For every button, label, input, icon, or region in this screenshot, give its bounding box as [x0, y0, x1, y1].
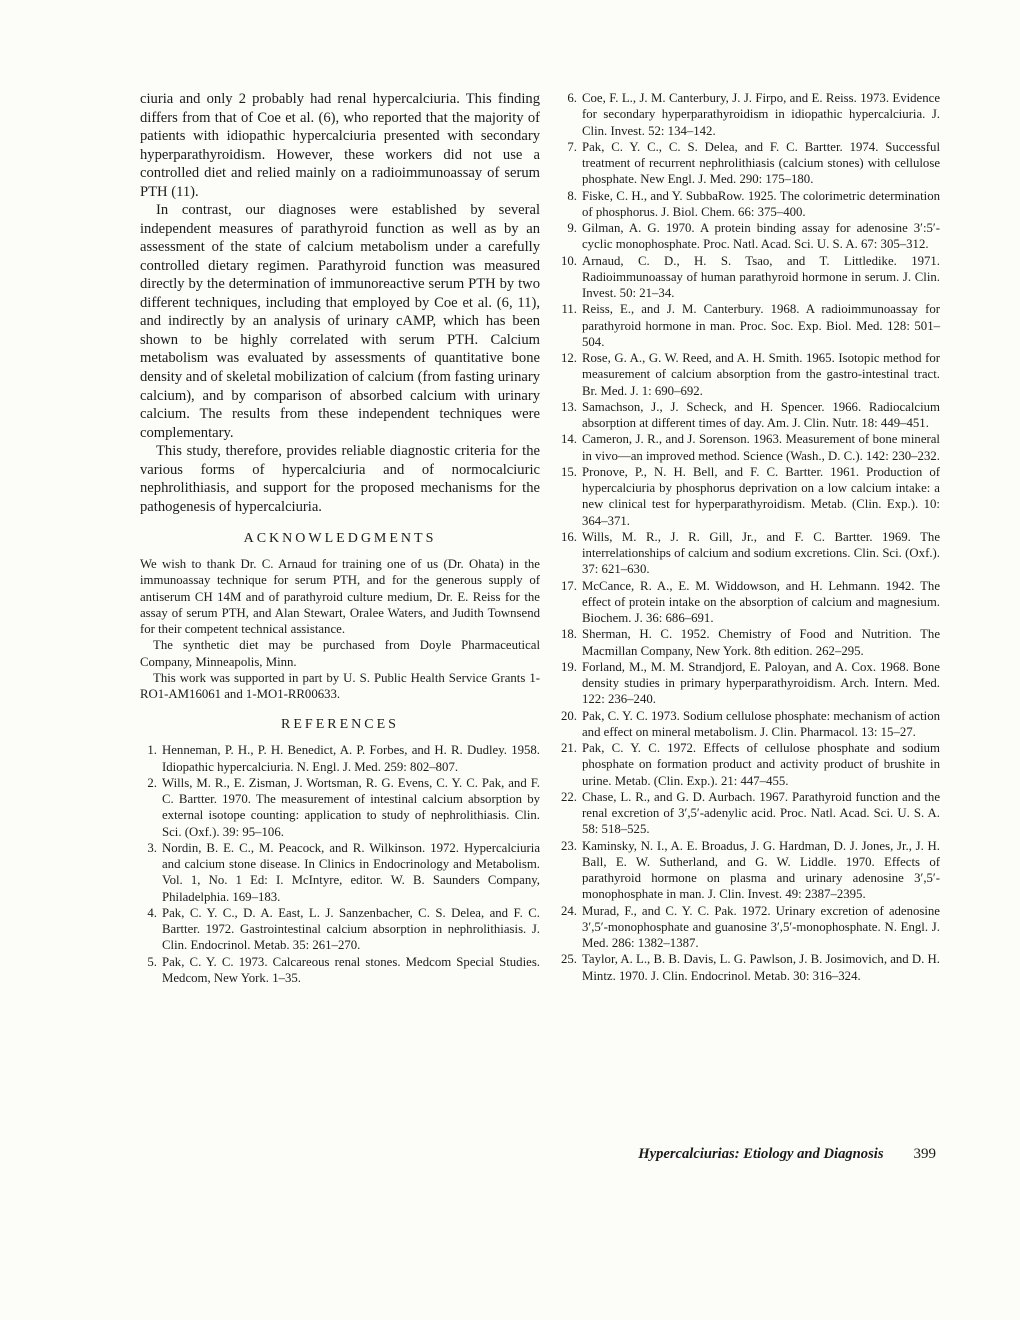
- reference-text: Taylor, A. L., B. B. Davis, L. G. Pawlson, J. B. Josimovich, and D. H. Mintz. 1970. J. Clin. Endocrinol. Metab. 30: 316–324.: [582, 952, 940, 983]
- reference-text: Sherman, H. C. 1952. Chemistry of Food and Nutrition. The Macmillan Company, New York. 8th edition. 262–295.: [582, 627, 940, 658]
- reference-number: 14.: [561, 432, 577, 447]
- reference-number: 19.: [561, 659, 577, 674]
- reference-item: [560, 578, 940, 627]
- right-column: [560, 90, 940, 986]
- reference-list-left: [140, 742, 540, 986]
- reference-item: [140, 775, 540, 840]
- page-footer: [140, 1146, 936, 1163]
- reference-item: [140, 742, 540, 775]
- reference-item: [560, 903, 940, 952]
- reference-item: [560, 659, 940, 708]
- left-column: [140, 90, 540, 986]
- reference-text: Wills, M. R., J. R. Gill, Jr., and F. C. Bartter. 1969. The interrelationships of calcium and sodium excretions. Clin. Sci. (Oxf.). 37: 621–630.: [582, 529, 940, 577]
- reference-number: 11.: [561, 302, 577, 317]
- reference-number: 23.: [561, 838, 577, 853]
- reference-number: 25.: [561, 952, 577, 967]
- reference-number: 7.: [567, 139, 577, 154]
- body-paragraph: In contrast, our diagnoses were established by several independent measures of parathyroid function as well as by an assessment of the state of calcium metabolism under a carefully controlled dietary regimen. Parathyroid function was measured directly by the determination of immunoreactive serum PTH by two different techniques, including that employed by Coe et al. (6, 11), and indirectly by an analysis of urinary cAMP, which has been shown to be highly correlated with serum PTH. Calcium metabolism was evaluated by assessments of quantitative bone density and of skeletal mobilization of calcium (from fasting urinary calcium), and by comparison of absorbed calcium with urinary calcium. The results from these independent techniques were complementary.: [140, 202, 540, 441]
- reference-item: [560, 350, 940, 399]
- reference-number: 4.: [147, 905, 157, 920]
- reference-number: 16.: [561, 529, 577, 544]
- reference-number: 9.: [567, 221, 577, 235]
- reference-text: Samachson, J., J. Scheck, and H. Spencer. 1966. Radiocalcium absorption at different times of day. Am. J. Clin. Nutr. 18: 449–451.: [582, 399, 940, 430]
- reference-number: 5.: [147, 954, 157, 969]
- reference-text: Chase, L. R., and G. D. Aurbach. 1967. Parathyroid function and the renal excretion of 3′,5′-adenylic acid. Proc. Natl. Acad. Sci. U. S. A. 58: 518–525.: [582, 789, 940, 837]
- reference-text: Fiske, C. H., and Y. SubbaRow. 1925. The colorimetric determination of phosphorus. J. Biol. Chem. 66: 375–400.: [582, 188, 940, 219]
- reference-number: 10.: [561, 253, 577, 268]
- reference-item: [560, 951, 940, 984]
- reference-number: 22.: [561, 789, 577, 804]
- two-column-layout: [140, 90, 940, 986]
- reference-number: 1.: [147, 743, 157, 758]
- reference-text: Kaminsky, N. I., A. E. Broadus, J. G. Hardman, D. J. Jones, Jr., J. H. Ball, E. W. Sutherland, and G. W. Liddle. 1970. Effects of parathyroid hormone on plasma and urinary adenosine 3′,5′-monophosphate in man. J. Clin. Invest. 49: 2387–2395.: [582, 838, 940, 902]
- reference-item: [560, 399, 940, 432]
- reference-item: [560, 90, 940, 139]
- reference-item: [560, 789, 940, 838]
- reference-text: Pak, C. Y. C. 1973. Calcareous renal stones. Medcom Special Studies. Medcom, New York. 1–35.: [162, 954, 540, 985]
- reference-number: 18.: [561, 627, 577, 642]
- reference-item: [560, 529, 940, 578]
- reference-item: [140, 954, 540, 987]
- reference-number: 8.: [567, 188, 577, 203]
- acknowledgments-paragraph: We wish to thank Dr. C. Arnaud for training one of us (Dr. Ohata) in the immunoassay technique for serum PTH, and for the generous supply of antiserum CH 14M and of parathyroid culture medium, Dr. E. Reiss for the assay of serum PTH, and Alan Stewart, Oralee Waters, and Judith Townsend for their competent technical assistance.: [140, 557, 540, 637]
- reference-text: Coe, F. L., J. M. Canterbury, J. J. Firpo, and E. Reiss. 1973. Evidence for secondary hyperparathyroidism in idiopathic hypercalciuria. J. Clin. Invest. 52: 134–142.: [582, 91, 940, 138]
- reference-number: 3.: [147, 840, 157, 855]
- reference-text: Pak, C. Y. C., C. S. Delea, and F. C. Bartter. 1974. Successful treatment of recurrent nephrolithiasis (calcium stones) with cellulose phosphate. New Engl. J. Med. 290: 175–180.: [582, 139, 940, 187]
- body-paragraph: ciuria and only 2 probably had renal hypercalciuria. This finding differs from that of Coe et al. (6), who reported that the majority of patients with idiopathic hypercalciuria presented with secondary hyperparathyroidism. However, these workers did not use a controlled diet and relied mainly on a radioimmunoassay of serum PTH (11).: [140, 91, 540, 200]
- reference-item: [560, 740, 940, 789]
- reference-item: [560, 220, 940, 253]
- reference-text: Cameron, J. R., and J. Sorenson. 1963. Measurement of bone mineral in vivo—an improved method. Science (Wash., D. C.). 142: 230–232.: [582, 432, 940, 463]
- reference-number: 6.: [567, 91, 577, 105]
- reference-item: [140, 905, 540, 954]
- reference-text: Wills, M. R., E. Zisman, J. Wortsman, R. G. Evens, C. Y. C. Pak, and F. C. Bartter. 1970. The measurement of intestinal calcium absorption by external isotope counting: application to study of nephrolithiasis. Clin. Sci. (Oxf.). 39: 95–106.: [162, 775, 540, 839]
- reference-text: Forland, M., M. M. Strandjord, E. Paloyan, and A. Cox. 1968. Bone density studies in primary hyperparathyroidism. Arch. Intern. Med. 122: 236–240.: [582, 659, 940, 707]
- body-paragraph: This study, therefore, provides reliable diagnostic criteria for the various forms of hypercalciuria and of normocalciuric nephrolithiasis, and support for the proposed mechanisms for the pathogenesis of hypercalciuria.: [140, 443, 540, 515]
- reference-item: [560, 431, 940, 464]
- reference-text: Arnaud, C. D., H. S. Tsao, and T. Littledike. 1971. Radioimmunoassay of human parathyroid hormone in serum. J. Clin. Invest. 50: 21–34.: [582, 253, 940, 300]
- reference-item: [560, 253, 940, 302]
- reference-number: 2.: [147, 775, 157, 790]
- page-number: 399: [913, 1146, 936, 1162]
- reference-text: Pronove, P., N. H. Bell, and F. C. Bartter. 1961. Production of hypercalciuria by phosphorus deprivation on a low calcium intake: a new clinical test for hyperparathyroidism. Metab. (Clin. Exp.). 10: 364–371.: [582, 464, 940, 528]
- reference-text: Rose, G. A., G. W. Reed, and A. H. Smith. 1965. Isotopic method for measurement of calcium absorption from the gastro-intestinal tract. Br. Med. J. 1: 690–692.: [582, 351, 940, 398]
- reference-number: 13.: [561, 399, 577, 414]
- reference-number: 17.: [561, 578, 577, 593]
- reference-number: 20.: [561, 708, 577, 723]
- reference-item: [560, 301, 940, 350]
- reference-text: Gilman, A. G. 1970. A protein binding assay for adenosine 3′:5′-cyclic monophosphate. Proc. Natl. Acad. Sci. U. S. A. 67: 305–312.: [582, 221, 940, 252]
- reference-item: [560, 139, 940, 188]
- reference-text: Reiss, E., and J. M. Canterbury. 1968. A radioimmunoassay for parathyroid hormone in man. Proc. Soc. Exp. Biol. Med. 128: 501–504.: [582, 302, 940, 349]
- acknowledgments-heading: ACKNOWLEDGMENTS: [243, 531, 437, 547]
- acknowledgments-paragraph: The synthetic diet may be purchased from Doyle Pharmaceutical Company, Minneapolis, Minn.: [140, 638, 540, 669]
- reference-text: Pak, C. Y. C. 1972. Effects of cellulose phosphate and sodium phosphate on formation product and activity product of brushite in urine. Metab. (Clin. Exp.). 21: 447–455.: [582, 741, 940, 788]
- reference-text: Henneman, P. H., P. H. Benedict, A. P. Forbes, and H. R. Dudley. 1958. Idiopathic hypercalciuria. N. Engl. J. Med. 259: 802–807.: [162, 743, 540, 774]
- reference-item: [140, 840, 540, 905]
- reference-item: [560, 838, 940, 903]
- reference-number: 24.: [561, 903, 577, 918]
- acknowledgments-paragraph: This work was supported in part by U. S. Public Health Service Grants 1-RO1-AM16061 and 1-MO1-RR00633.: [140, 670, 540, 702]
- reference-text: Murad, F., and C. Y. C. Pak. 1972. Urinary excretion of adenosine 3′,5′-monophosphate and guanosine 3′,5′-monophosphate. N. Engl. J. Med. 286: 1382–1387.: [582, 903, 940, 950]
- reference-number: 15.: [561, 464, 577, 479]
- reference-text: McCance, R. A., E. M. Widdowson, and H. Lehmann. 1942. The effect of protein intake on the absorption of calcium and magnesium. Biochem. J. 36: 686–691.: [582, 578, 940, 625]
- reference-number: 21.: [561, 741, 577, 755]
- reference-text: Nordin, B. E. C., M. Peacock, and R. Wilkinson. 1972. Hypercalciuria and calcium stone disease. In Clinics in Endocrinology and Metabolism. Vol. 1, No. 1 Ed: I. McIntyre, editor. W. B. Saunders Company, Philadelphia. 169–183.: [162, 840, 540, 904]
- reference-text: Pak, C. Y. C., D. A. East, L. J. Sanzenbacher, C. S. Delea, and F. C. Bartter. 1972. Gastrointestinal calcium absorption in nephrolithiasis. J. Clin. Endocrinol. Metab. 35: 261–270.: [162, 905, 540, 953]
- reference-list-right: [560, 90, 940, 984]
- running-title: Hypercalciurias: Etiology and Diagnosis: [638, 1146, 884, 1162]
- reference-text: Pak, C. Y. C. 1973. Sodium cellulose phosphate: mechanism of action and effect on mineral metabolism. J. Clin. Pharmacol. 13: 15–27.: [582, 708, 940, 739]
- reference-item: [560, 188, 940, 221]
- reference-number: 12.: [561, 351, 577, 365]
- reference-item: [560, 708, 940, 741]
- references-heading: REFERENCES: [281, 717, 399, 733]
- reference-item: [560, 626, 940, 659]
- reference-item: [560, 464, 940, 529]
